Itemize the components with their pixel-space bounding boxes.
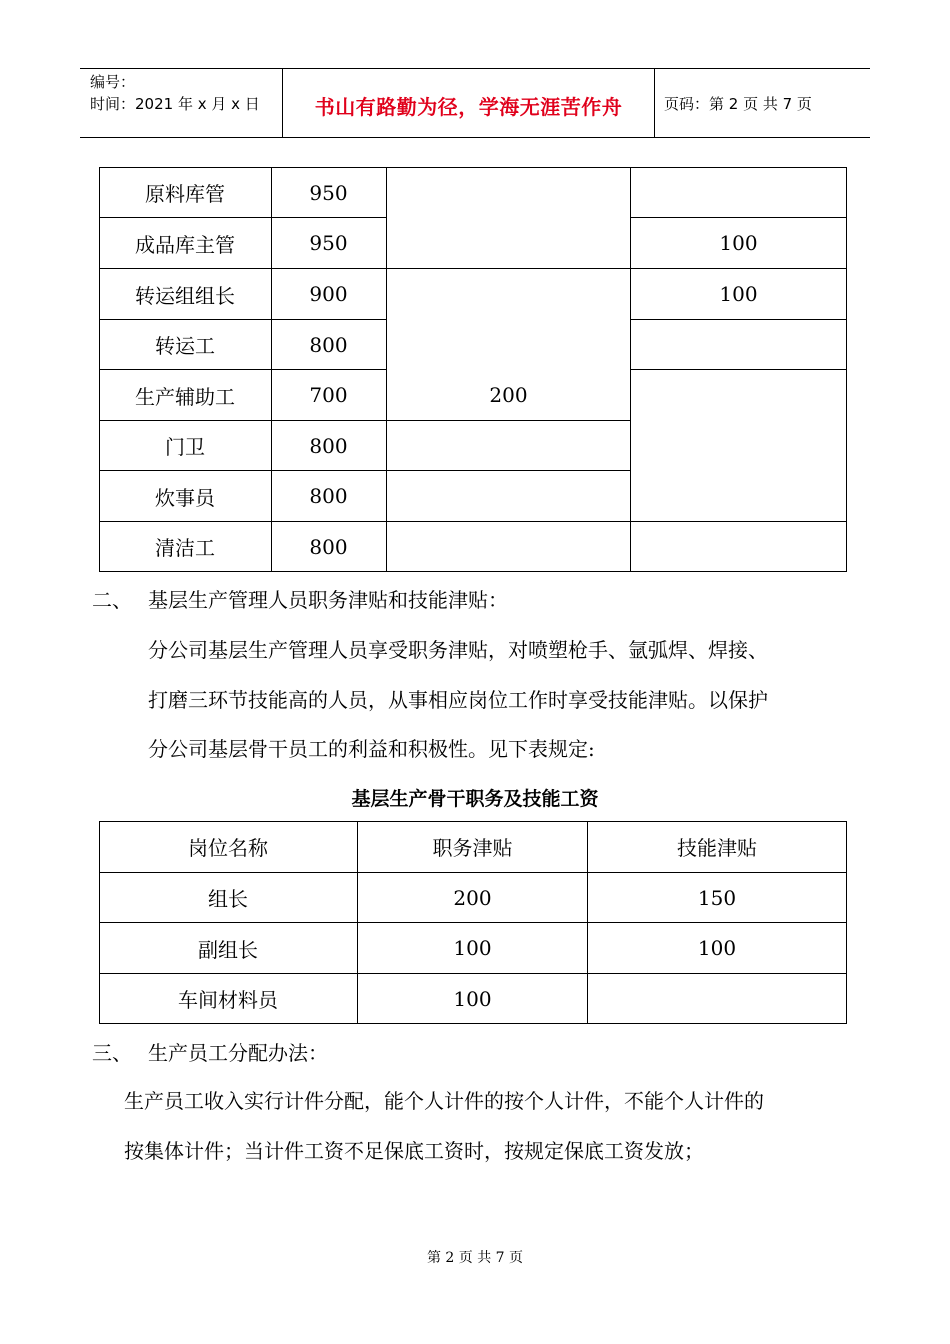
table-cell-position: 成品库主管	[135, 232, 235, 257]
paragraph-line: 打磨三环节技能高的人员，从事相应岗位工作时享受技能津贴。以保护	[148, 688, 768, 712]
section-2-number: 二、	[92, 588, 132, 612]
table-cell-base-salary: 800	[309, 484, 348, 508]
table-cell-position: 炊事员	[155, 485, 215, 510]
table-cell: 副组长	[198, 937, 258, 962]
table-cell: 150	[697, 885, 737, 910]
header-meta	[90, 71, 260, 115]
paragraph-line: 分公司基层骨干员工的利益和积极性。见下表规定:	[148, 737, 595, 761]
table-cell-allowance: 200	[489, 383, 528, 407]
table-cell: 组长	[208, 887, 248, 911]
page-header	[80, 68, 870, 138]
paragraph-line: 生产员工收入实行计件分配，能个人计件的按个人计件，不能个人计件的	[124, 1089, 764, 1113]
table-cell	[588, 974, 846, 1023]
page-footer: 第 2 页 共 7 页	[426, 1250, 524, 1266]
header-page-info: 页码：第 2 页 共 7 页	[664, 95, 812, 113]
table-cell-base-salary: 950	[309, 180, 348, 205]
table-cell-position: 生产辅助工	[135, 384, 235, 409]
header-motto: 书山有路勤为径，学海无涯苦作舟	[314, 95, 623, 119]
table-cell: 200	[453, 885, 492, 910]
table-cell-allowance: 100	[719, 231, 758, 255]
section-3-number: 三、	[92, 1041, 132, 1065]
table-cell-base-salary: 900	[309, 282, 348, 306]
table-cell: 100	[697, 936, 737, 960]
table-header: 岗位名称	[188, 836, 268, 860]
table-cell: 100	[453, 986, 492, 1011]
table-cell: 车间材料员	[178, 988, 278, 1012]
header-divider	[654, 69, 655, 137]
table-cell-position: 转运工	[155, 334, 215, 358]
allowance-table	[99, 821, 847, 1024]
table-cell-base-salary: 800	[309, 332, 348, 357]
table-cell-base-salary: 950	[309, 231, 348, 255]
section-2-heading: 基层生产管理人员职务津贴和技能津贴：	[148, 588, 508, 612]
table-title: 基层生产骨干职务及技能工资	[351, 788, 599, 810]
salary-table	[99, 167, 847, 572]
table-cell-base-salary: 700	[309, 383, 348, 407]
table-cell-position: 原料库管	[145, 182, 225, 206]
paragraph-line: 按集体计件；当计件工资不足保底工资时，按规定保底工资发放；	[124, 1139, 704, 1163]
section-3-heading: 生产员工分配办法：	[148, 1041, 328, 1065]
table-cell-position: 门卫	[165, 435, 205, 459]
table-cell-base-salary: 800	[309, 433, 348, 458]
table-cell-base-salary: 800	[309, 534, 348, 559]
paragraph-line: 分公司基层生产管理人员享受职务津贴，对喷塑枪手、氩弧焊、焊接、	[148, 638, 768, 662]
table-cell-position: 清洁工	[155, 536, 215, 560]
header-number-label: 编号：	[90, 73, 136, 91]
table-cell-position: 转运组组长	[135, 283, 235, 308]
table-cell: 100	[453, 936, 492, 960]
table-header: 技能津贴	[677, 836, 757, 860]
header-time-label: 时间：2021 年 x 月 x 日	[90, 95, 260, 113]
table-cell-allowance: 100	[719, 282, 758, 306]
table-header: 职务津贴	[432, 836, 513, 860]
